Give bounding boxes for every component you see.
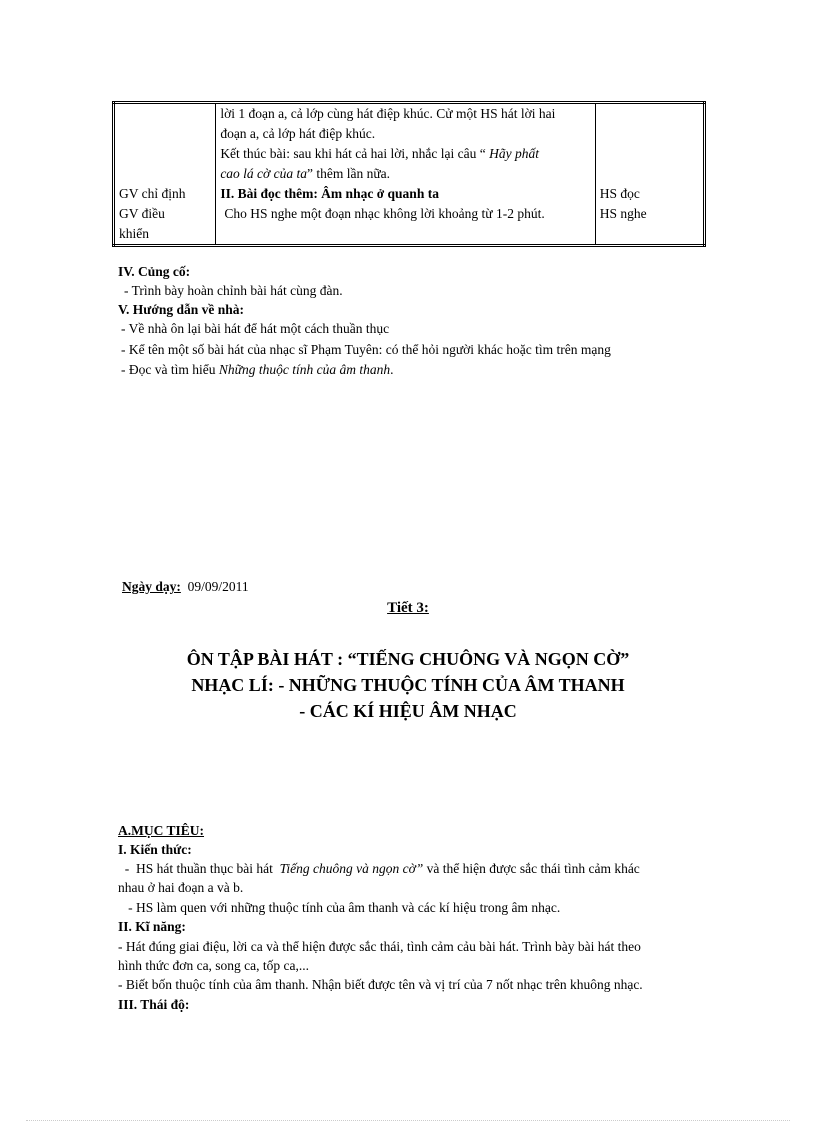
section2-text: Cho HS nghe một đoạn nhạc không lời khoảng từ 1-2 phút. — [224, 206, 545, 221]
blank-line — [220, 224, 590, 244]
knowledge-text: - HS hát thuần thục bài hát — [118, 861, 280, 876]
ending-text: Kết thúc bài: sau khi hát cả hai lời, nhắc lại câu “ — [220, 146, 490, 161]
content-ending — [220, 144, 590, 164]
lesson-heading: NHẠC LÍ: - NHỮNG THUỘC TÍNH CỦA ÂM THANH — [191, 675, 625, 695]
content-cell — [216, 103, 595, 246]
skills-item: - Hát đúng giai điệu, lời ca và thể hiện được sắc thái, tình cảm cảu bài hát. Trình bày bài hát theo — [118, 939, 641, 954]
student-line: HS đọc — [599, 186, 640, 201]
ending-quote-part1: Hãy phất — [489, 146, 539, 161]
homework-item-suffix: . — [390, 362, 394, 377]
date-value: 09/09/2011 — [187, 579, 249, 594]
table-row — [114, 103, 705, 246]
homework-title: V. Hướng dẫn về nhà: — [118, 302, 244, 317]
lesson-number: Tiết 3: — [387, 600, 429, 616]
objectives-title: A.MỤC TIÊU: — [118, 823, 205, 838]
section2-title: II. Bài đọc thêm: Âm nhạc ở quanh ta — [220, 186, 439, 201]
skills-item: - Biết bốn thuộc tính của âm thanh. Nhận biết được tên và vị trí của 7 nốt nhạc trên khuông nhạc. — [118, 977, 643, 992]
student-line: HS nghe — [599, 206, 647, 221]
student-activity-cell — [595, 103, 704, 246]
knowledge-title: I. Kiến thức: — [118, 842, 192, 857]
knowledge-item-line2: nhau ở hai đoạn a và b. — [118, 880, 244, 895]
ending-suffix: ” thêm lần nữa. — [307, 166, 391, 181]
consolidate-title: IV. Củng cố: — [118, 264, 191, 279]
date-label: Ngày dạy: — [122, 579, 181, 594]
knowledge-item — [118, 860, 640, 879]
homework-italic-topic: Những thuộc tính của âm thanh — [218, 362, 391, 377]
teacher-activity-cell — [114, 103, 216, 246]
homework-item — [121, 361, 393, 380]
teaching-date — [122, 578, 249, 597]
homework-item: - Kể tên một số bài hát của nhạc sĩ Phạm Tuyên: có thể hỏi người khác hoặc tìm trên mạng — [121, 342, 611, 357]
knowledge-text-suffix: và thể hiện được sắc thái tình cảm khác — [423, 861, 640, 876]
knowledge-item: - HS làm quen với những thuộc tính của âm thanh và các kí hiệu trong âm nhạc. — [118, 900, 561, 915]
homework-item: - Về nhà ôn lại bài hát để hát một cách thuần thục — [121, 321, 390, 336]
content-line: lời 1 đoạn a, cả lớp cùng hát điệp khúc. Cử một HS hát lời hai — [220, 106, 556, 121]
teacher-line: GV điều — [119, 206, 165, 221]
lesson-heading: - CÁC KÍ HIỆU ÂM NHẠC — [299, 701, 517, 721]
ending-quote-part2: cao lá cờ của ta — [220, 166, 307, 181]
page-bottom-rule — [26, 1120, 790, 1121]
skills-item-line2: hình thức đơn ca, song ca, tốp ca,... — [118, 958, 310, 973]
lesson-heading: ÔN TẬP BÀI HÁT : “TIẾNG CHUÔNG VÀ NGỌN CỜ” — [186, 649, 630, 669]
teacher-line: GV chỉ định — [119, 186, 186, 201]
song-title: Tiếng chuông và ngọn cờ” — [279, 861, 424, 876]
consolidate-item: - Trình bày hoàn chỉnh bài hát cùng đàn. — [124, 283, 343, 298]
homework-item-text: - Đọc và tìm hiểu — [121, 362, 219, 377]
content-line: đoạn a, cả lớp hát điệp khúc. — [220, 126, 376, 141]
skills-title: II. Kĩ năng: — [118, 919, 186, 934]
attitude-title: III. Thái độ: — [118, 997, 190, 1012]
content-ending-line2 — [220, 164, 590, 184]
lesson-activity-table — [112, 101, 706, 247]
teacher-line: khiển — [119, 226, 149, 241]
